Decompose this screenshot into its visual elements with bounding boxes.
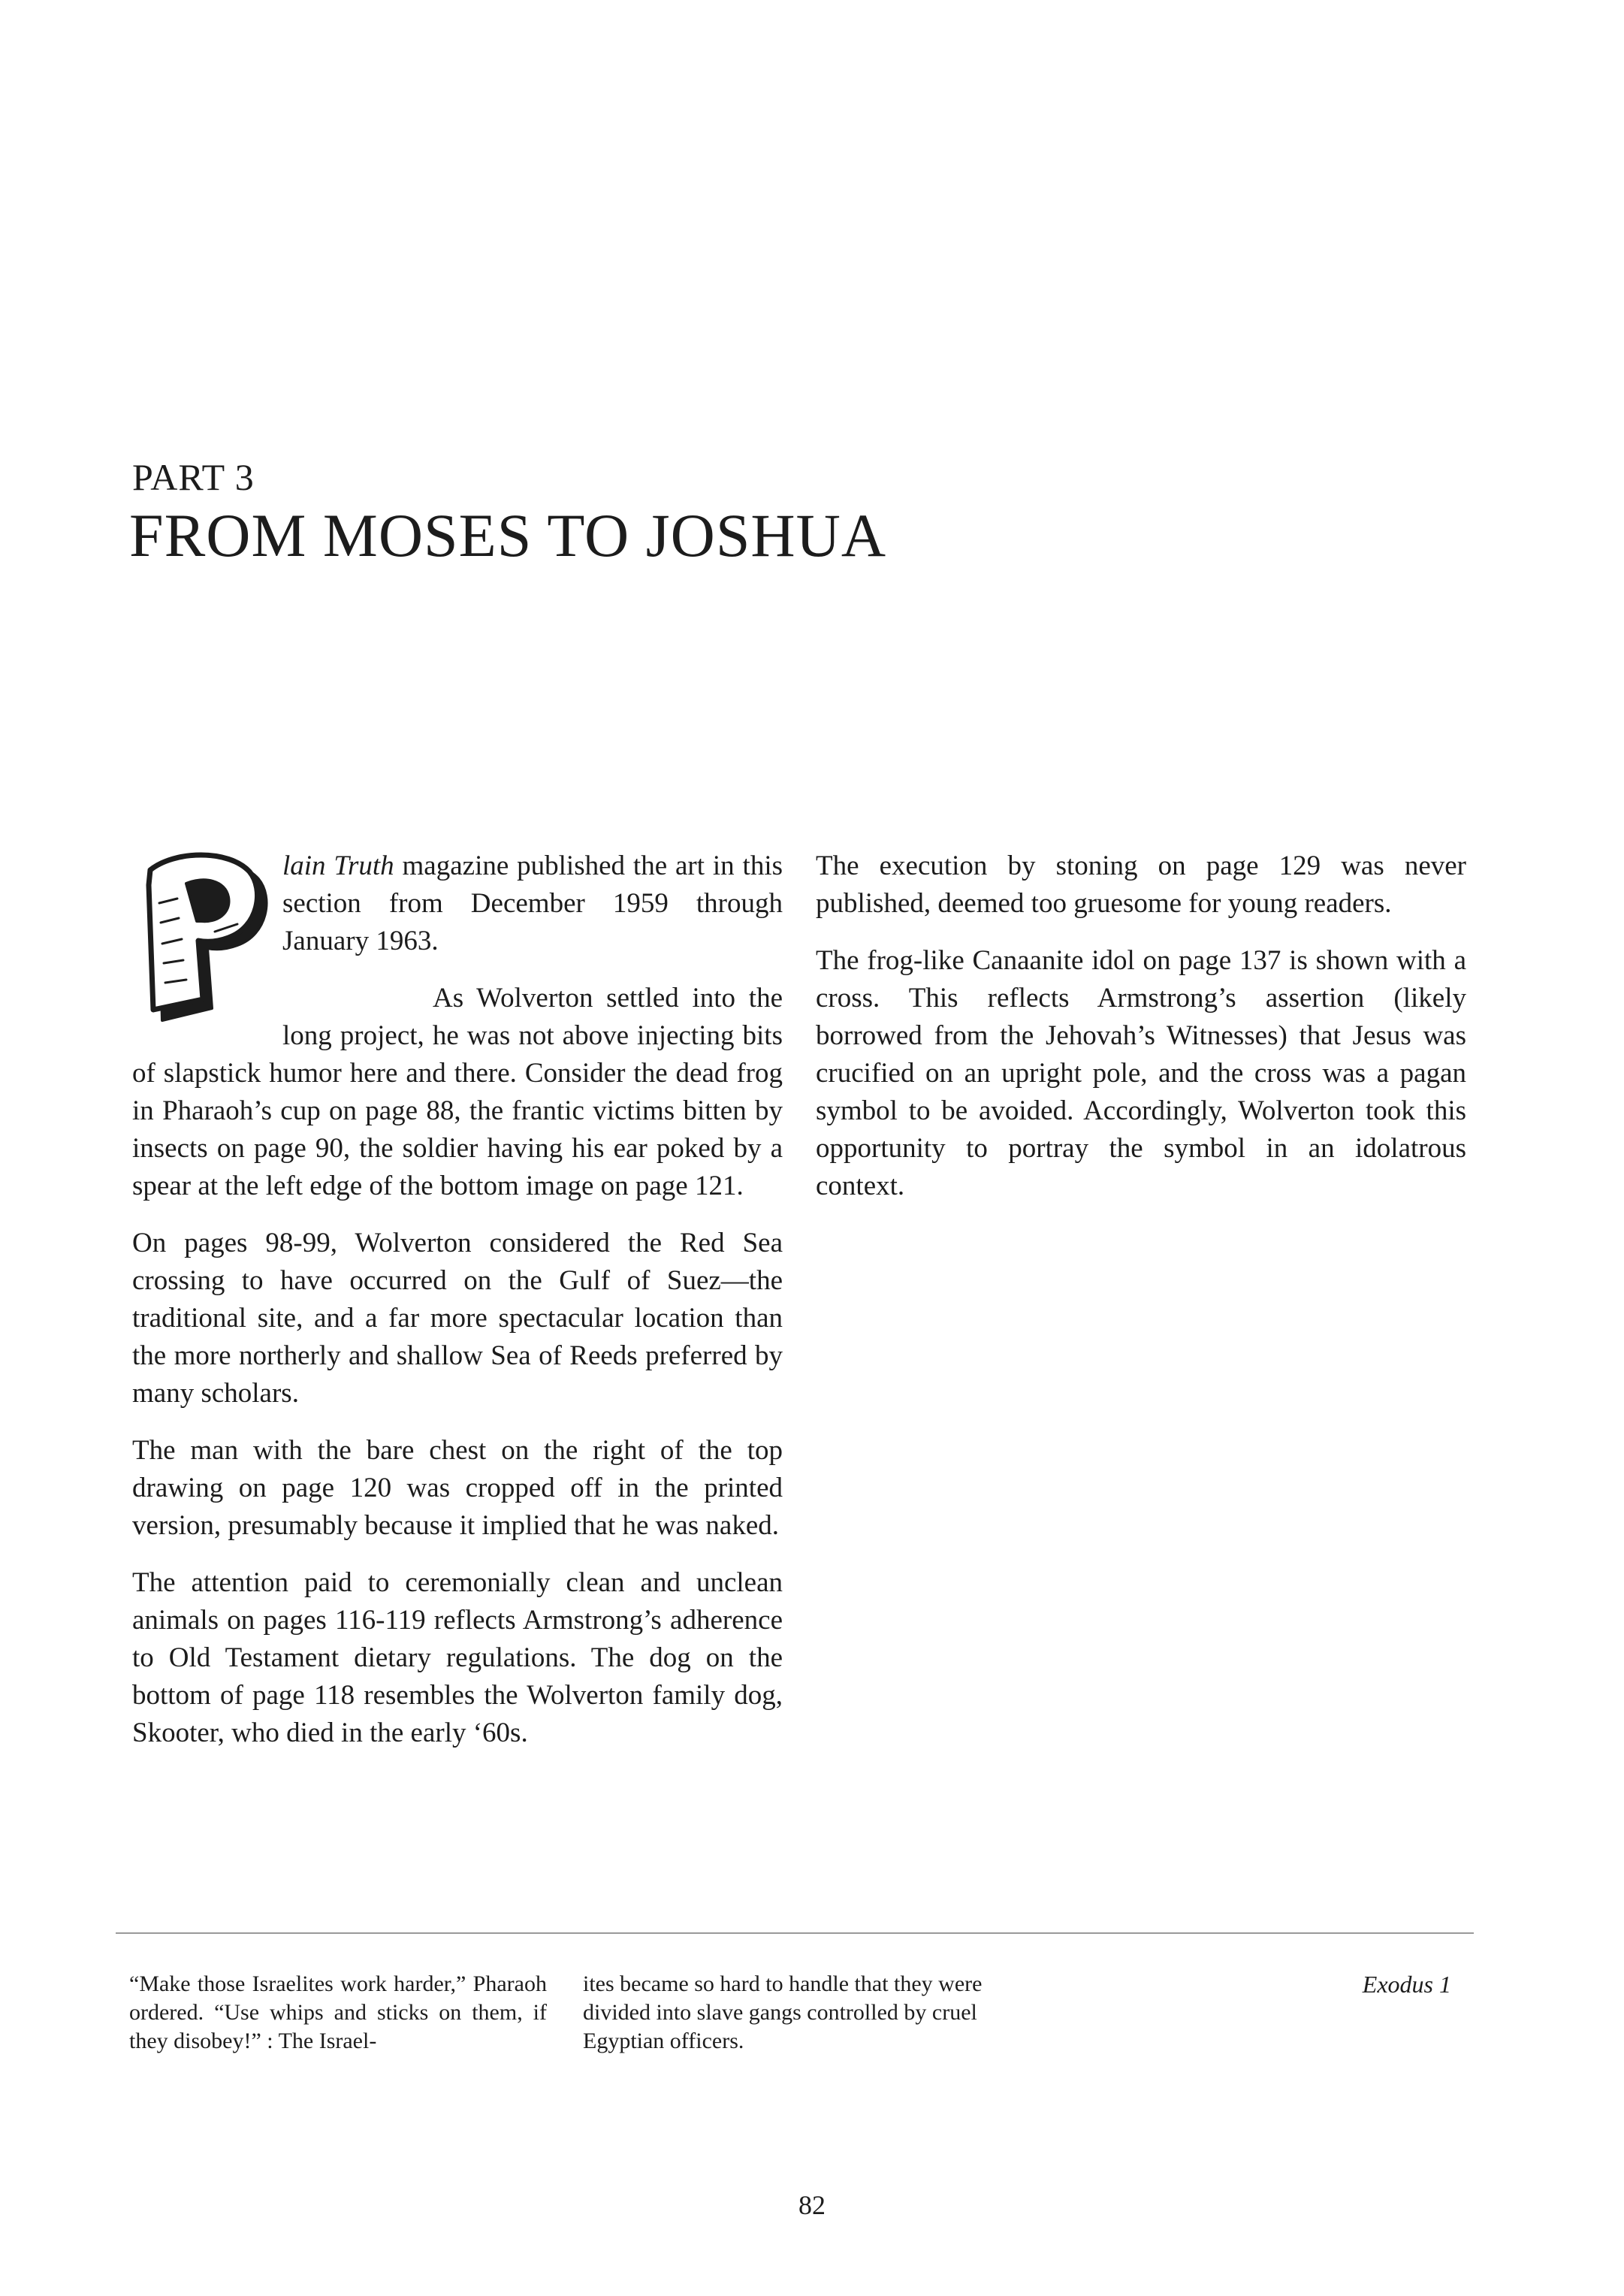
left-paragraph-2: As Wolverton settled into the long project, he was not above injecting bits of slapstick humor here and there. Consider the dead frog in Pharaoh’s cup on page 88, the frantic victims bitten by insects on page 90, the soldier having his ear poked by a spear at the left edge of the bottom image on page 121.	[132, 983, 783, 1201]
caption-column-1: “Make those Israelites work harder,” Pharaoh ordered. “Use whips and sticks on them, if they disobey!” : The Israel-	[129, 1971, 547, 2053]
left-paragraph-3: On pages 98-99, Wolverton considered the Red Sea crossing to have occurred on the Gulf of Suez—the traditional site, and a far more spectacular location than the more northerly and shallow Sea of Reeds preferred by many scholars.	[132, 1228, 783, 1409]
caption-reference: Exodus 1	[1362, 1971, 1451, 1998]
caption-divider	[116, 1932, 1474, 1934]
right-paragraph-1: The execution by stoning on page 129 was never published, deemed too gruesome for young readers.	[816, 850, 1466, 919]
magazine-title: lain Truth	[282, 850, 394, 881]
part-label: PART 3	[132, 456, 255, 498]
left-paragraph-5: The attention paid to ceremonially clean and unclean animals on pages 116-119 reflects Armstrong’s adherence to Old Testament dietary regulations. The dog on the bottom of page 118 resembles the Wolverton family dog, Skooter, who died in the early ‘60s.	[132, 1567, 783, 1748]
page-number: 82	[798, 2190, 826, 2220]
dropcap-p	[132, 850, 275, 1023]
right-paragraph-2: The frog-like Canaanite idol on page 137 is shown with a cross. This reflects Armstrong’s assertion (likely borrowed from the Jehovah’s Witnesses) that Jesus was crucified on an upright pole, and the cross was a pagan symbol to be avoided. Accordingly, Wolverton took this opportunity to portray the symbol in an idolatrous context.	[816, 945, 1466, 1201]
right-column	[816, 847, 1466, 1225]
left-paragraph-1-text: magazine published the art in this section from December 1959 through January 1963.	[282, 850, 783, 956]
caption-column-2: ites became so hard to handle that they were divided into slave gangs controlled by cruel Egyptian officers.	[583, 1971, 983, 2053]
part-title: FROM MOSES TO JOSHUA	[129, 501, 887, 569]
left-column	[132, 847, 783, 1772]
left-paragraph-4: The man with the bare chest on the right of the top drawing on page 120 was cropped off in the printed version, presumably because it implied that he was naked.	[132, 1435, 783, 1541]
